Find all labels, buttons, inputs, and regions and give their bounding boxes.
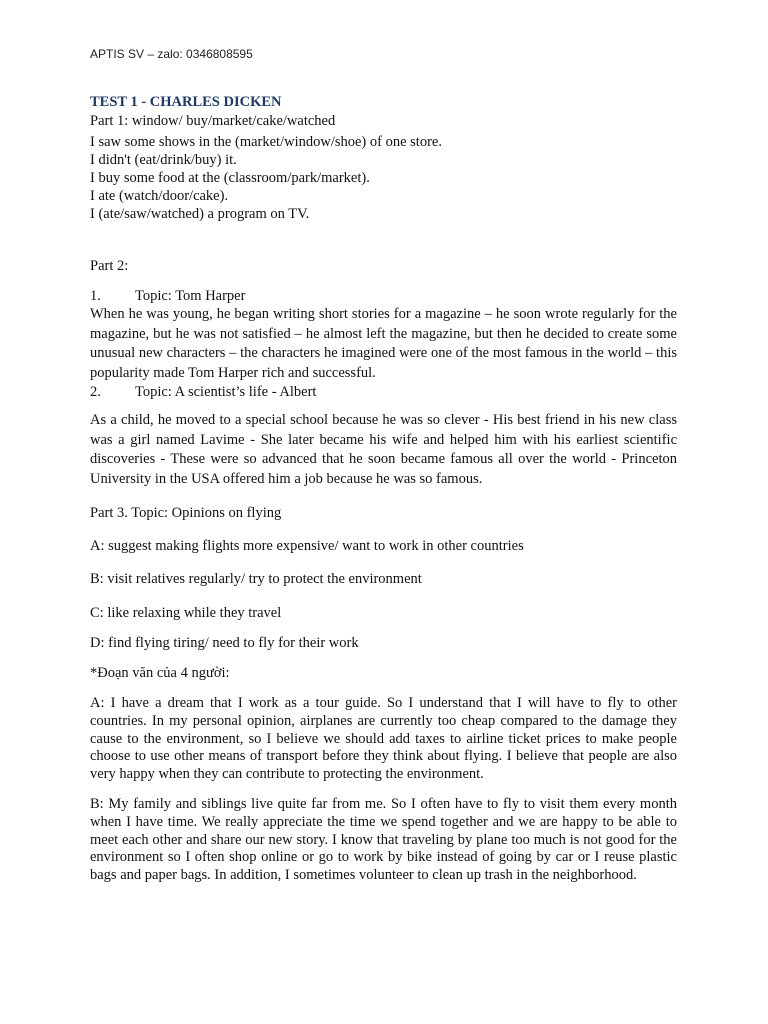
part3-heading: Part 3. Topic: Opinions on flying — [90, 505, 282, 521]
part1-line: I buy some food at the (classroom/park/market). — [90, 170, 370, 186]
page-header: APTIS SV – zalo: 0346808595 — [90, 47, 253, 61]
topic-title: Topic: A scientist’s life - Albert — [135, 384, 317, 400]
part1-heading: Part 1: window/ buy/market/cake/watched — [90, 113, 336, 129]
topic-2-text: As a child, he moved to a special school because he was so clever - His best friend in his new class was a girl named Lavime - She later became his wife and helped him with his earliest scientific discoveries - These were so advanced that he soon became famous all over the world - Princeton University in the USA offered him a job because he was so famous. — [90, 412, 677, 487]
part3-option-d: D: find flying tiring/ need to fly for their work — [90, 635, 359, 651]
topic-number: 1. — [90, 288, 101, 304]
part1-line: I didn't (eat/drink/buy) it. — [90, 152, 237, 168]
paragraphs-heading: *Đoạn văn của 4 người: — [90, 665, 230, 681]
part1-line: I (ate/saw/watched) a program on TV. — [90, 206, 310, 222]
part3-option-a: A: suggest making flights more expensive/ want to work in other countries — [90, 538, 524, 554]
part2-topic-1 — [90, 287, 677, 305]
topic-title: Topic: Tom Harper — [135, 288, 246, 304]
paragraph-a: A: I have a dream that I work as a tour guide. So I understand that I will have to fly to other countries. In my personal opinion, airplanes are currently too cheap compared to the damage they cause to the environment, so I believe we should add taxes to airline ticket prices to make people choose to use other means of transport before they think about flying. I believe that people are also very happy when they can contribute to protecting the environment. — [90, 695, 677, 783]
document-body — [90, 92, 677, 885]
part1-line: I ate (watch/door/cake). — [90, 188, 229, 204]
part1-line: I saw some shows in the (market/window/shoe) of one store. — [90, 134, 442, 150]
part3-option-c: C: like relaxing while they travel — [90, 605, 282, 621]
part3-option-b: B: visit relatives regularly/ try to protect the environment — [90, 571, 422, 587]
topic-number: 2. — [90, 384, 101, 400]
part2-topic-2 — [90, 383, 677, 401]
paragraph-b: B: My family and siblings live quite far from me. So I often have to fly to visit them every month when I have time. We really appreciate the time we spend together and we are happy to be able to meet each other and share our new story. I know that traveling by plane too much is not good for the environment so I often shop online or go to work by bike instead of going by car or I reuse plastic bags and paper bags. In addition, I sometimes volunteer to clean up trash in the neighborhood. — [90, 795, 677, 884]
topic-1-text: When he was young, he began writing short stories for a magazine – he soon wrote regularly for the magazine, but he was not satisfied – he almost left the magazine, but then he decided to create some unusual new characters – the characters he imagined were one of the most famous in the world – this popularity made Tom Harper rich and successful. — [90, 306, 677, 381]
document-title: TEST 1 - CHARLES DICKEN — [90, 94, 282, 110]
part2-heading: Part 2: — [90, 258, 129, 274]
